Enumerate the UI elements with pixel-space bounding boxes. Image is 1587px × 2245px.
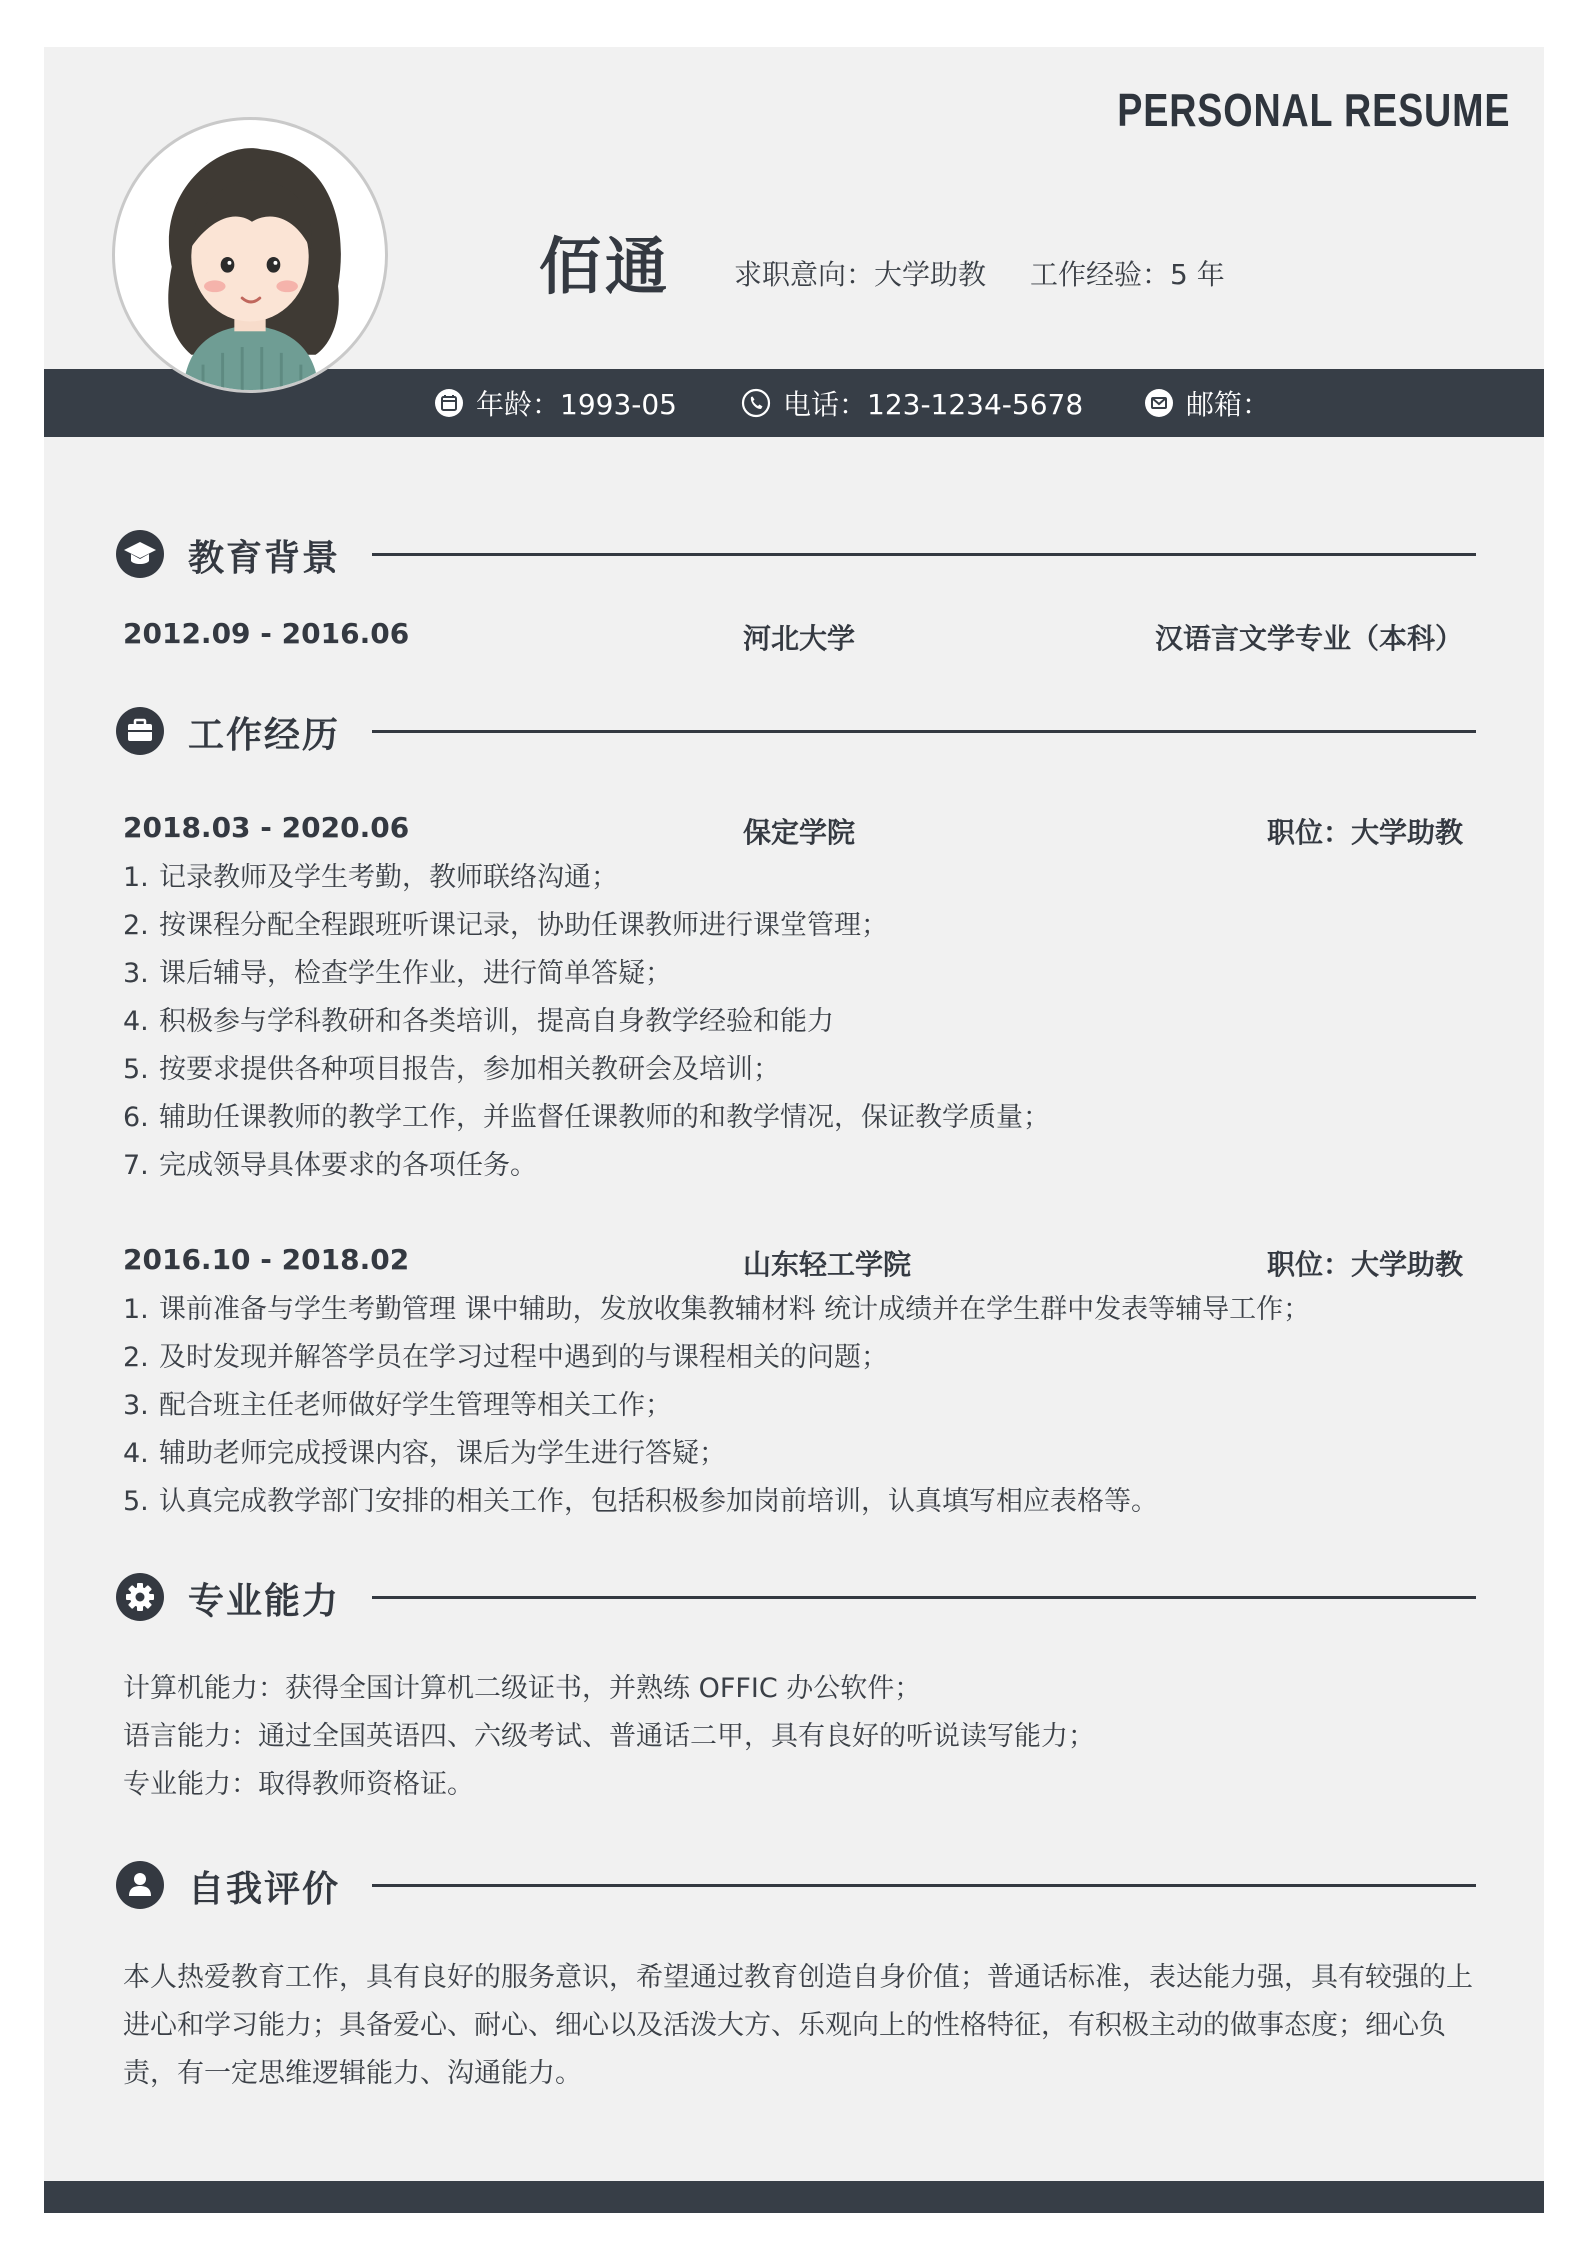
- email-info: [1144, 369, 1270, 437]
- section-divider: [372, 1884, 1476, 1887]
- list-item: 3. 课后辅导，检查学生作业，进行简单答疑；: [123, 958, 672, 989]
- list-item: 1. 记录教师及学生考勤，教师联络沟通；: [123, 862, 618, 893]
- skill-item: 专业能力：取得教师资格证。: [123, 1769, 474, 1800]
- skill-item: 语言能力：通过全国英语四、六级考试、普通话二甲，具有良好的听说读写能力；: [123, 1721, 1095, 1752]
- section-divider: [372, 730, 1476, 733]
- section-divider: [372, 553, 1476, 556]
- job-company: 保定学院: [743, 816, 856, 849]
- graduation-cap-icon: [116, 530, 164, 578]
- job-header-row: [123, 1243, 1463, 1283]
- avatar-illustration: [115, 120, 385, 390]
- section-self-evaluation: [116, 1857, 1476, 1913]
- resume-sheet: [44, 47, 1544, 2213]
- job-position: 职位：大学助教: [1266, 1248, 1463, 1281]
- list-item: 1. 课前准备与学生考勤管理 课中辅助，发放收集教辅材料 统计成绩并在学生群中发表等辅导工作；: [123, 1294, 1311, 1325]
- list-item: 4. 辅助老师完成授课内容，课后为学生进行答疑；: [123, 1438, 726, 1469]
- education-major: 汉语言文学专业（本科）: [1154, 622, 1463, 655]
- list-item: 7. 完成领导具体要求的各项任务。: [123, 1150, 537, 1181]
- job-period: 2016.10 - 2018.02: [123, 1243, 410, 1276]
- job-intent: 求职意向：大学助教: [734, 258, 987, 291]
- footer-bar: [44, 2181, 1544, 2213]
- job-period: 2018.03 - 2020.06: [123, 811, 410, 844]
- education-row: [123, 617, 1463, 657]
- section-title: 专业能力: [188, 1581, 341, 1622]
- section-title: 教育背景: [188, 538, 341, 579]
- self-evaluation-text: 本人热爱教育工作，具有良好的服务意识，希望通过教育创造自身价值；普通话标准，表达能力强，具有较强的上进心和学习能力；具备爱心、耐心、细心以及活泼大方、乐观向上的性格特征，有积极主动的做事态度；细心负责，有一定思维逻辑能力、沟通能力。: [123, 1962, 1473, 2089]
- section-skills: [116, 1569, 1476, 1625]
- list-item: 3. 配合班主任老师做好学生管理等相关工作；: [123, 1390, 672, 1421]
- candidate-name: 佰通: [539, 230, 672, 303]
- phone-text: 电话：123-1234-5678: [783, 388, 1084, 421]
- list-item: 5. 按要求提供各种项目报告，参加相关教研会及培训；: [123, 1054, 780, 1085]
- envelope-icon: [1144, 388, 1174, 418]
- job-position: 职位：大学助教: [1266, 816, 1463, 849]
- briefcase-icon: [116, 707, 164, 755]
- skills-list: [123, 1665, 1473, 1809]
- job-intent-line: [734, 253, 1225, 293]
- job-header-row: [123, 811, 1463, 851]
- section-work: [116, 703, 1476, 759]
- education-school: 河北大学: [743, 622, 856, 655]
- skill-item: 计算机能力：获得全国计算机二级证书，并熟练 OFFIC 办公软件；: [123, 1673, 922, 1704]
- age-text: 年龄：1993-05: [476, 388, 677, 421]
- section-title: 自我评价: [188, 1869, 341, 1910]
- list-item: 2. 按课程分配全程跟班听课记录，协助任课教师进行课堂管理；: [123, 910, 888, 941]
- person-icon: [116, 1861, 164, 1909]
- list-item: 2. 及时发现并解答学员在学习过程中遇到的与课程相关的问题；: [123, 1342, 888, 1373]
- list-item: 5. 认真完成教学部门安排的相关工作，包括积极参加岗前培训，认真填写相应表格等。: [123, 1486, 1158, 1517]
- calendar-icon: [434, 388, 464, 418]
- phone-info: [741, 369, 1083, 437]
- education-period: 2012.09 - 2016.06: [123, 617, 410, 650]
- list-item: 6. 辅助任课教师的教学工作，并监督任课教师的和教学情况，保证教学质量；: [123, 1102, 1050, 1133]
- work-experience-years: 工作经验：5 年: [1030, 258, 1225, 291]
- phone-icon: [741, 388, 771, 418]
- gear-icon: [116, 1573, 164, 1621]
- section-education: [116, 526, 1476, 582]
- age-info: [434, 369, 677, 437]
- section-title: 工作经历: [188, 715, 341, 756]
- job-company: 山东轻工学院: [743, 1248, 912, 1281]
- job-duties-list: [123, 854, 1050, 1190]
- brand-title: PERSONAL RESUME: [1116, 84, 1510, 136]
- job-duties-list: [123, 1286, 1310, 1526]
- section-divider: [372, 1596, 1476, 1599]
- list-item: 4. 积极参与学科教研和各类培训，提高自身教学经验和能力: [123, 1006, 834, 1037]
- avatar: [112, 117, 388, 393]
- email-text: 邮箱：: [1186, 388, 1271, 421]
